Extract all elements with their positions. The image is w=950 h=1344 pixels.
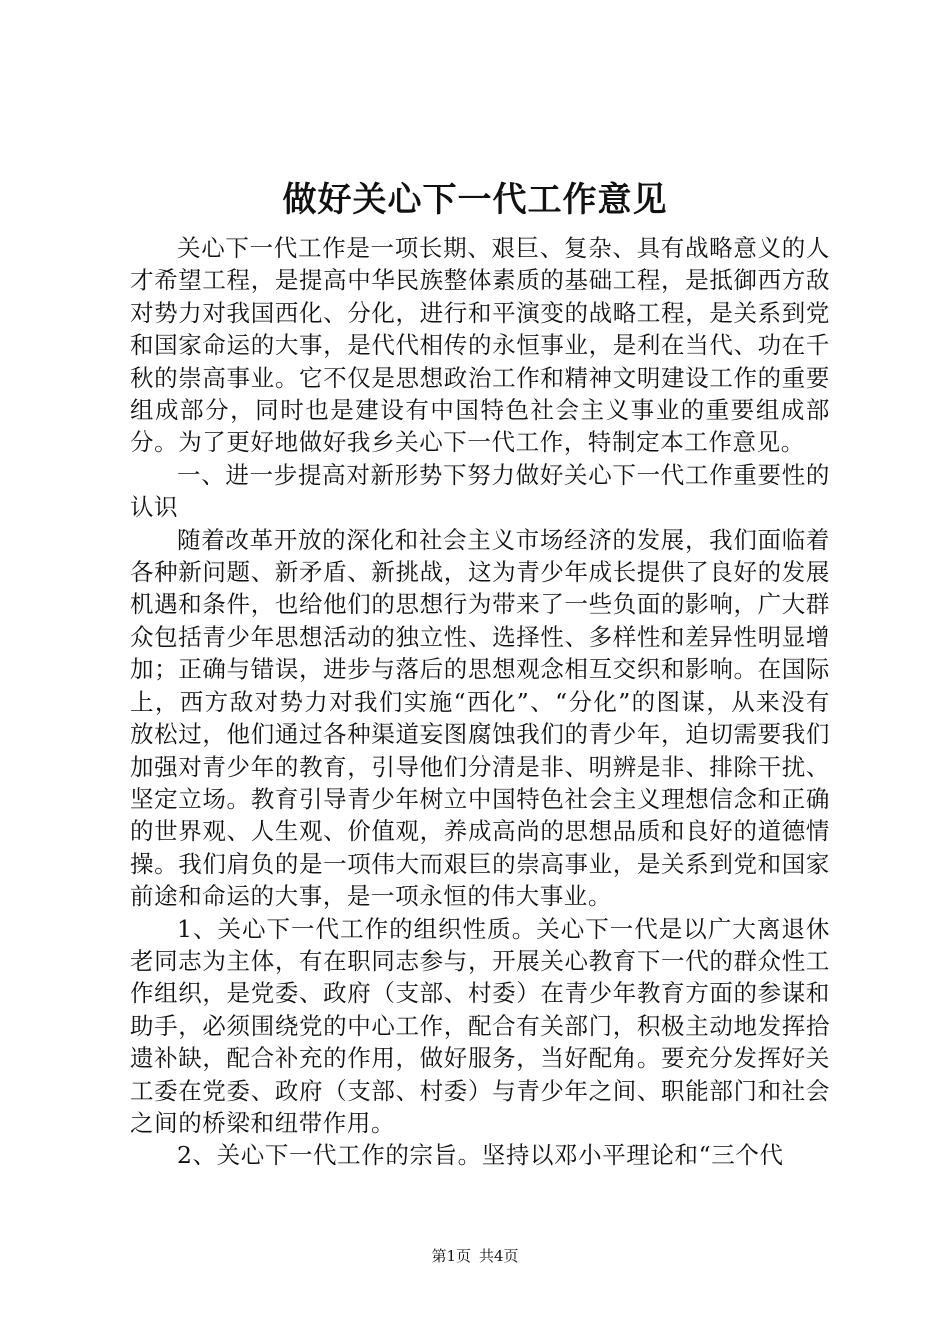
paragraph-intro: 关心下一代工作是一项长期、艰巨、复杂、具有战略意义的人才希望工程，是提高中华民族整体素质的基础工程，是抵御西方敌对势力对我国西化、分化，进行和平演变的战略工程，是关系到党和国家命运的大事，是代代相传的永恒事业，是利在当代、功在千秋的崇高事业。它不仅是思想政治工作和精神文明建设工作的重要组成部分，同时也是建设有中国特色社会主义事业的重要组成部分。为了更好地做好我乡关心下一代工作，特制定本工作意见。	[130, 234, 830, 457]
document-body	[130, 232, 830, 1172]
paragraph-item-2: 2、关心下一代工作的宗旨。坚持以邓小平理论和“三个代	[177, 1141, 784, 1170]
page-total: 共4页	[479, 1247, 519, 1265]
paragraph-context: 随着改革开放的深化和社会主义市场经济的发展，我们面临着各种新问题、新矛盾、新挑战，这为青少年成长提供了良好的发展机遇和条件，也给他们的思想行为带来了一些负面的影响，广大群众包括青少年思想活动的独立性、选择性、多样性和差异性明显增加；正确与错误，进步与落后的思想观念相互交织和影响。在国际上，西方敌对势力对我们实施“西化”、“分化”的图谋，从来没有放松过，他们通过各种渠道妄图腐蚀我们的青少年，迫切需要我们加强对青少年的教育，引导他们分清是非、明辨是非、排除干扰、坚定立场。教育引导青少年树立中国特色社会主义理想信念和正确的世界观、人生观、价值观，养成高尚的思想品质和良好的道德情操。我们肩负的是一项伟大而艰巨的崇高事业，是关系到党和国家前途和命运的大事，是一项永恒的伟大事业。	[130, 525, 830, 911]
page-footer	[0, 1246, 950, 1266]
page-number: 第1页	[431, 1247, 471, 1265]
paragraph-item-1: 1、关心下一代工作的组织性质。关心下一代是以广大离退休老同志为主体，有在职同志参与，开展关心教育下一代的群众性工作组织，是党委、政府（支部、村委）在青少年教育方面的参谋和助手，必须围绕党的中心工作，配合有关部门，积极主动地发挥拾遗补缺，配合补充的作用，做好服务，当好配角。要充分发挥好关工委在党委、政府（支部、村委）与青少年之间、职能部门和社会之间的桥梁和纽带作用。	[130, 914, 830, 1137]
document-title: 做好关心下一代工作意见	[282, 180, 668, 220]
section-heading-1: 一、进一步提高对新形势下努力做好关心下一代工作重要性的认识	[130, 460, 830, 522]
